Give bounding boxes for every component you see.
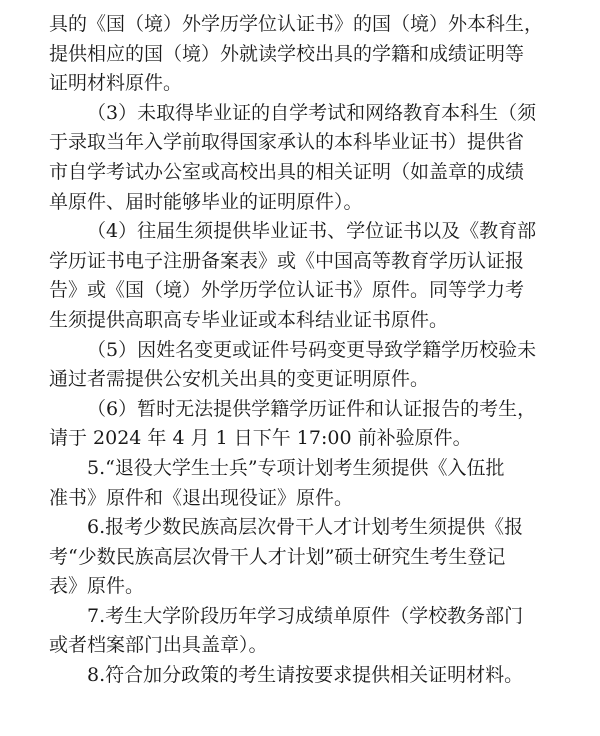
text-line: 单原件、届时能够毕业的证明原件）。	[49, 190, 363, 213]
paragraph-item-6-sub	[49, 395, 549, 454]
text-line: 于录取当年入学前取得国家承认的本科毕业证书）提供省	[49, 131, 525, 154]
text-line: （6）暂时无法提供学籍学历证件和认证报告的考生，	[87, 397, 537, 420]
text-line: 考“少数民族高层次骨干人才计划”硕士研究生考生登记	[49, 545, 506, 568]
paragraph-item-7	[49, 602, 549, 661]
paragraph-item-5	[49, 454, 549, 513]
paragraph-item-8	[49, 661, 549, 691]
text-line: 8.符合加分政策的考生请按要求提供相关证明材料。	[87, 664, 524, 687]
text-line: 证明材料原件。	[49, 72, 183, 95]
text-line: （5）因姓名变更或证件号码变更导致学籍学历校验未	[87, 338, 537, 361]
text-line: （3）未取得毕业证的自学考试和网络教育本科生（须	[87, 101, 537, 124]
paragraph-item-4	[49, 217, 549, 335]
text-line: 6.报考少数民族高层次骨干人才计划考生须提供《报	[87, 516, 524, 539]
text-line: 通过者需提供公安机关出具的变更证明原件。	[49, 368, 430, 391]
text-line: 5.“退役大学生士兵”专项计划考生须提供《入伍批	[87, 456, 505, 479]
text-line: （4）往届生须提供毕业证书、学位证书以及《教育部	[87, 220, 537, 243]
text-line: 具的《国（境）外学历学位认证书》的国（境）外本科生，	[49, 13, 544, 35]
document-page	[49, 10, 549, 691]
paragraph-item-3	[49, 99, 549, 217]
text-line: 生须提供高职高专毕业证或本科结业证书原件。	[49, 308, 449, 331]
text-line: 学历证书电子注册备案表》或《中国高等教育学历认证报	[49, 249, 525, 272]
paragraph-item-5-sub	[49, 336, 549, 395]
paragraph-continuation	[49, 10, 549, 99]
text-line: 或者档案部门出具盖章）。	[49, 634, 268, 657]
text-line: 请于 2024 年 4 月 1 日下午 17:00 前补验原件。	[49, 427, 472, 450]
text-line: 市自学考试办公室或高校出具的相关证明（如盖章的成绩	[49, 160, 525, 183]
text-line: 表》原件。	[49, 575, 145, 598]
text-line: 准书》原件和《退出现役证》原件。	[49, 486, 354, 509]
text-line: 7.考生大学阶段历年学习成绩单原件（学校教务部门	[87, 604, 524, 627]
paragraph-item-6	[49, 513, 549, 602]
text-line: 告》或《国（境）外学历学位认证书》原件。同等学力考	[49, 279, 525, 302]
text-line: 提供相应的国（境）外就读学校出具的学籍和成绩证明等	[49, 42, 525, 65]
